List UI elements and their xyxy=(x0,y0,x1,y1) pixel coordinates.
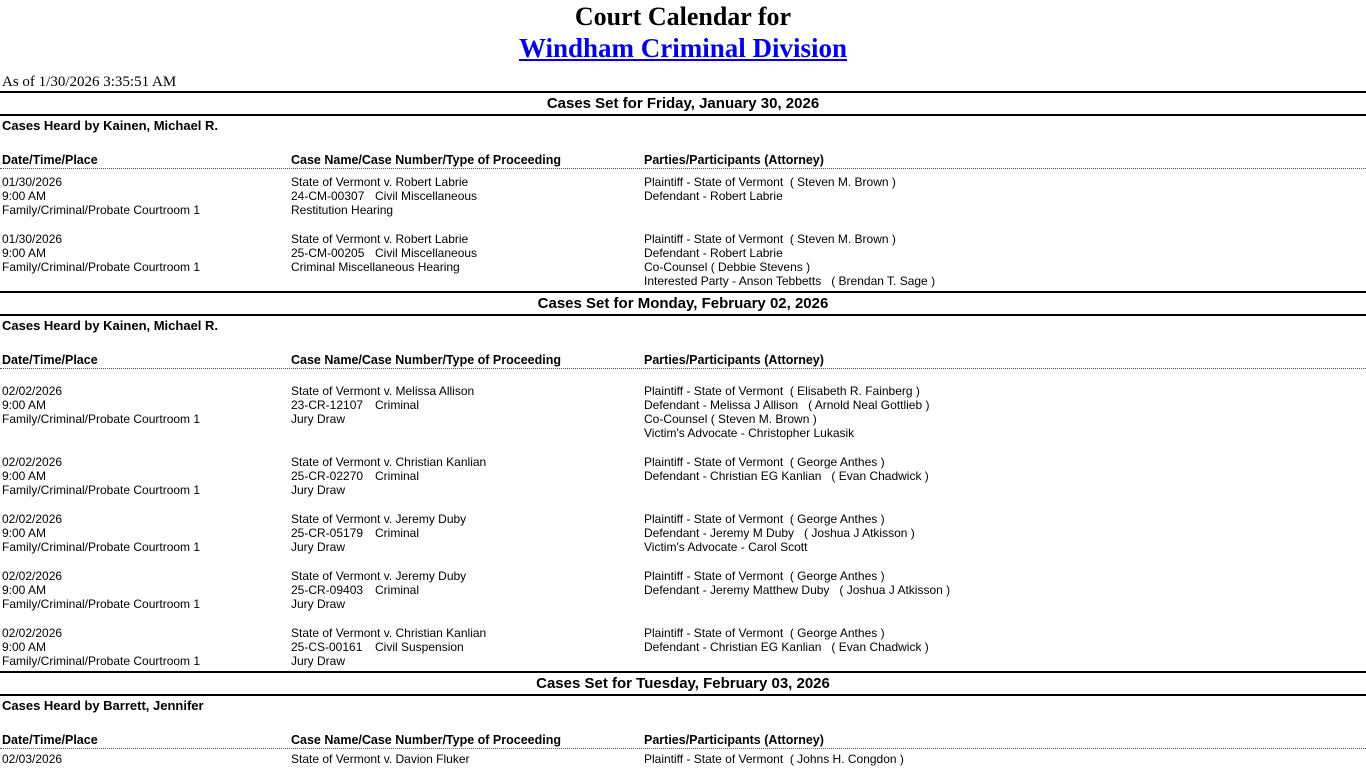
party-line: Plaintiff - State of Vermont ( George Anthes ) xyxy=(644,512,885,526)
case-type: Civil Miscellaneous xyxy=(375,246,478,260)
calendar-section xyxy=(0,291,1366,668)
case-date: 01/30/2026 xyxy=(2,232,63,246)
case-number: 25-CM-00205 xyxy=(291,246,365,260)
as-of-timestamp: As of 1/30/2026 3:35:51 AM xyxy=(2,74,177,90)
parties-cell xyxy=(644,175,1366,217)
date-time-place-cell xyxy=(2,175,291,217)
parties-cell xyxy=(644,626,1366,668)
case-date: 02/02/2026 xyxy=(2,384,63,398)
case-info-cell xyxy=(291,384,644,440)
parties-cell xyxy=(644,384,1366,440)
case-place: Family/Criminal/Probate Courtroom 1 xyxy=(2,412,201,426)
parties-cell xyxy=(644,455,1366,497)
case-name: State of Vermont v. Melissa Allison xyxy=(291,384,475,398)
case-date: 02/02/2026 xyxy=(2,569,63,583)
case-type: Civil Suspension xyxy=(375,640,464,654)
case-name: State of Vermont v. Davion Fluker xyxy=(291,752,470,766)
table-row xyxy=(0,752,1366,766)
party-line: Defendant - Jeremy Matthew Duby ( Joshua J Atkisson ) xyxy=(644,583,951,597)
date-time-place-cell xyxy=(2,232,291,288)
party-line: Plaintiff - State of Vermont ( Johns H. Congdon ) xyxy=(644,752,904,766)
case-number: 25-CR-02270 xyxy=(291,469,364,483)
date-time-place-cell xyxy=(2,384,291,440)
column-header: Case Name/Case Number/Type of Proceeding xyxy=(291,153,561,167)
case-place: Family/Criminal/Probate Courtroom 1 xyxy=(2,540,201,554)
division-link[interactable]: Windham Criminal Division xyxy=(518,33,848,63)
case-name: State of Vermont v. Jeremy Duby xyxy=(291,569,467,583)
case-name: State of Vermont v. Christian Kanlian xyxy=(291,455,487,469)
date-time-place-cell xyxy=(2,455,291,497)
case-type: Criminal xyxy=(375,583,420,597)
page-header xyxy=(0,2,1366,91)
case-number: 25-CR-09403 xyxy=(291,583,364,597)
case-number: 25-CS-00161 xyxy=(291,640,363,654)
case-number: 23-CR-12107 xyxy=(291,398,364,412)
case-info-cell xyxy=(291,626,644,668)
party-line: Defendant - Christian EG Kanlian ( Evan Chadwick ) xyxy=(644,469,929,483)
case-info-cell xyxy=(291,752,644,766)
case-number-line xyxy=(291,246,644,260)
case-info-cell xyxy=(291,569,644,611)
column-header: Date/Time/Place xyxy=(2,353,98,367)
date-time-place-cell xyxy=(2,626,291,668)
party-line: Plaintiff - State of Vermont ( Steven M. Brown ) xyxy=(644,232,896,246)
party-line: Plaintiff - State of Vermont ( George Anthes ) xyxy=(644,569,885,583)
party-line: Interested Party - Anson Tebbetts ( Brendan T. Sage ) xyxy=(644,274,936,288)
case-number-line xyxy=(291,398,644,412)
case-place: Family/Criminal/Probate Courtroom 1 xyxy=(2,654,201,668)
table-row xyxy=(0,232,1366,288)
case-type: Criminal xyxy=(375,526,420,540)
section-band: Cases Set for Friday, January 30, 2026 xyxy=(0,91,1366,116)
proceeding-type: Jury Draw xyxy=(291,483,346,497)
parties-cell xyxy=(644,752,1366,766)
party-line: Defendant - Melissa J Allison ( Arnold Neal Gottlieb ) xyxy=(644,398,930,412)
proceeding-type: Jury Draw xyxy=(291,540,346,554)
case-name: State of Vermont v. Robert Labrie xyxy=(291,175,469,189)
case-number-line xyxy=(291,526,644,540)
column-header: Parties/Participants (Attorney) xyxy=(644,733,824,747)
proceeding-type: Criminal Miscellaneous Hearing xyxy=(291,260,460,274)
case-type: Criminal xyxy=(375,398,420,412)
case-place: Family/Criminal/Probate Courtroom 1 xyxy=(2,483,201,497)
section-band: Cases Set for Tuesday, February 03, 2026 xyxy=(0,671,1366,696)
calendar-section xyxy=(0,671,1366,766)
party-line: Defendant - Robert Labrie xyxy=(644,246,783,260)
parties-cell xyxy=(644,569,1366,611)
case-time: 9:00 AM xyxy=(2,640,47,654)
party-line: Defendant - Jeremy M Duby ( Joshua J Atkisson ) xyxy=(644,526,915,540)
case-place: Family/Criminal/Probate Courtroom 1 xyxy=(2,203,201,217)
case-date: 01/30/2026 xyxy=(2,175,63,189)
case-info-cell xyxy=(291,232,644,288)
table-row xyxy=(0,384,1366,440)
date-time-place-cell xyxy=(2,752,291,766)
party-line: Defendant - Robert Labrie xyxy=(644,189,783,203)
case-number-line xyxy=(291,640,644,654)
party-line: Plaintiff - State of Vermont ( George Anthes ) xyxy=(644,626,885,640)
judge-heading: Cases Heard by Kainen, Michael R. xyxy=(2,318,219,333)
column-header: Case Name/Case Number/Type of Proceeding xyxy=(291,353,561,367)
party-line: Plaintiff - State of Vermont ( Steven M. Brown ) xyxy=(644,175,896,189)
case-number-line xyxy=(291,189,644,203)
column-header: Case Name/Case Number/Type of Proceeding xyxy=(291,733,561,747)
case-info-cell xyxy=(291,455,644,497)
party-line: Plaintiff - State of Vermont ( George Anthes ) xyxy=(644,455,885,469)
case-time: 9:00 AM xyxy=(2,583,47,597)
table-row xyxy=(0,569,1366,611)
column-header: Date/Time/Place xyxy=(2,153,98,167)
case-number: 24-CM-00307 xyxy=(291,189,365,203)
case-type: Criminal xyxy=(375,469,420,483)
case-time: 9:00 AM xyxy=(2,469,47,483)
case-place: Family/Criminal/Probate Courtroom 1 xyxy=(2,597,201,611)
case-info-cell xyxy=(291,512,644,554)
party-line: Victim's Advocate - Carol Scott xyxy=(644,540,808,554)
proceeding-type: Jury Draw xyxy=(291,654,346,668)
case-name: State of Vermont v. Jeremy Duby xyxy=(291,512,467,526)
calendar-section xyxy=(0,91,1366,288)
table-header-row xyxy=(0,153,1366,169)
case-date: 02/02/2026 xyxy=(2,455,63,469)
party-line: Defendant - Christian EG Kanlian ( Evan Chadwick ) xyxy=(644,640,929,654)
case-info-cell xyxy=(291,175,644,217)
judge-heading: Cases Heard by Barrett, Jennifer xyxy=(2,698,204,713)
proceeding-type: Jury Draw xyxy=(291,412,346,426)
parties-cell xyxy=(644,232,1366,288)
case-time: 9:00 AM xyxy=(2,246,47,260)
case-number: 25-CR-05179 xyxy=(291,526,364,540)
party-line: Victim's Advocate - Christopher Lukasik xyxy=(644,426,855,440)
case-place: Family/Criminal/Probate Courtroom 1 xyxy=(2,260,201,274)
table-row xyxy=(0,512,1366,554)
case-time: 9:00 AM xyxy=(2,398,47,412)
party-line: Plaintiff - State of Vermont ( Elisabeth R. Fainberg ) xyxy=(644,384,920,398)
column-header: Parties/Participants (Attorney) xyxy=(644,353,824,367)
section-band: Cases Set for Monday, February 02, 2026 xyxy=(0,291,1366,316)
division-link-row xyxy=(0,32,1366,69)
parties-cell xyxy=(644,512,1366,554)
table-row xyxy=(0,626,1366,668)
proceeding-type: Jury Draw xyxy=(291,597,346,611)
judge-heading: Cases Heard by Kainen, Michael R. xyxy=(2,118,219,133)
column-header: Date/Time/Place xyxy=(2,733,98,747)
case-date: 02/02/2026 xyxy=(2,512,63,526)
case-number-line xyxy=(291,469,644,483)
column-header: Parties/Participants (Attorney) xyxy=(644,153,824,167)
case-date: 02/02/2026 xyxy=(2,626,63,640)
table-header-row xyxy=(0,353,1366,369)
party-line: Co-Counsel ( Debbie Stevens ) xyxy=(644,260,811,274)
calendar-body xyxy=(0,91,1366,766)
case-date: 02/03/2026 xyxy=(2,752,63,766)
date-time-place-cell xyxy=(2,512,291,554)
page-title: Court Calendar for xyxy=(574,2,792,31)
case-type: Civil Miscellaneous xyxy=(375,189,478,203)
case-number-line xyxy=(291,583,644,597)
table-row xyxy=(0,175,1366,217)
case-time: 9:00 AM xyxy=(2,189,47,203)
case-name: State of Vermont v. Christian Kanlian xyxy=(291,626,487,640)
date-time-place-cell xyxy=(2,569,291,611)
party-line: Co-Counsel ( Steven M. Brown ) xyxy=(644,412,817,426)
proceeding-type: Restitution Hearing xyxy=(291,203,394,217)
table-row xyxy=(0,455,1366,497)
case-time: 9:00 AM xyxy=(2,526,47,540)
table-header-row xyxy=(0,733,1366,749)
case-name: State of Vermont v. Robert Labrie xyxy=(291,232,469,246)
